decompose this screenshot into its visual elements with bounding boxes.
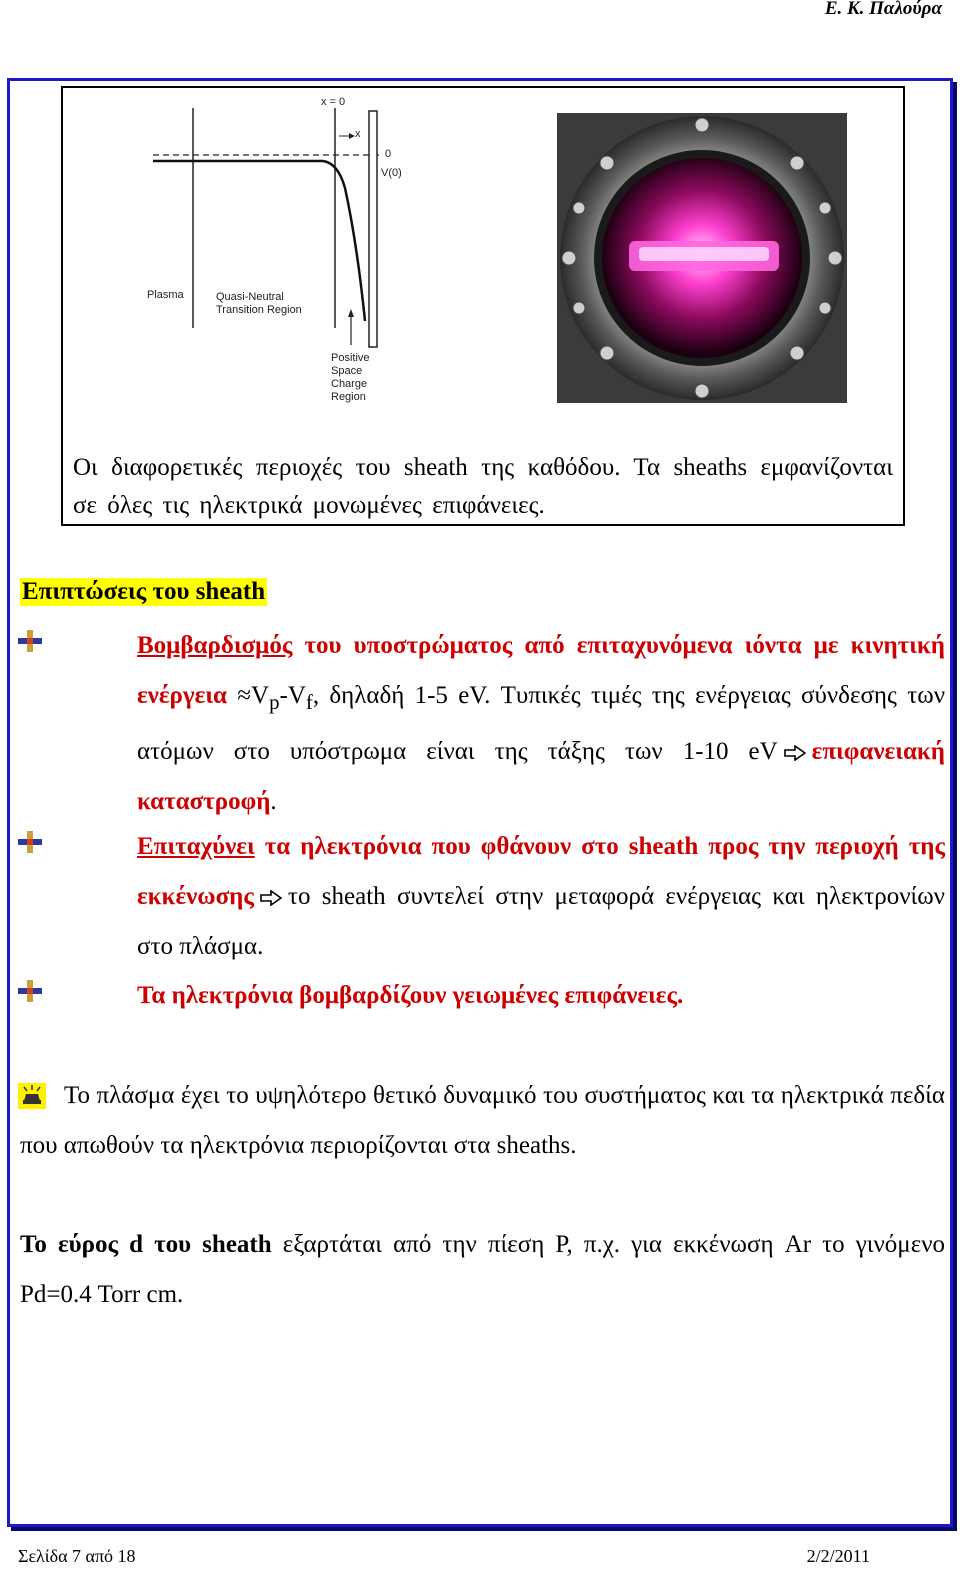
label-v0: V(0) (381, 167, 402, 179)
label-quasi-2: Transition Region (216, 304, 302, 316)
implies-arrow-icon (784, 745, 806, 761)
bullet-icon (18, 630, 42, 652)
label-pos-4: Region (331, 391, 366, 403)
plasma-chamber-photo (557, 113, 847, 403)
bullet-icon (18, 980, 42, 1002)
bullet1-red2: επιφανειακή καταστροφή (137, 738, 945, 815)
bullet-electron-acceleration (137, 822, 945, 972)
sheath-potential-diagram (133, 93, 473, 413)
page-frame (7, 78, 953, 1527)
label-quasi-1: Quasi-Neutral (216, 291, 284, 303)
bullet1-end: . (270, 788, 277, 815)
implies-arrow-icon (260, 890, 282, 906)
footer-page-number: Σελίδα 7 από 18 (18, 1546, 136, 1566)
bullet3-red: Τα ηλεκτρόνια βομβαρδίζουν γειωμένες επιφάνειες. (137, 982, 684, 1009)
label-plasma: Plasma (147, 289, 184, 301)
label-zero: 0 (385, 148, 392, 160)
bullet1-sub-p: p (269, 690, 280, 714)
bullet2-underlined: Επιταχύνει (137, 833, 255, 860)
bullet1-sub-f: f (305, 690, 313, 714)
bullet2-rest: το sheath συντελεί στην μεταφορά ενέργειας και ηλεκτρονίων στο πλάσμα. (137, 883, 945, 960)
section-title: Επιπτώσεις του sheath (22, 578, 266, 605)
bullet1-dash: -V (279, 682, 306, 709)
bullet-grounded-surfaces (137, 971, 945, 1021)
plasma-potential-note: Το πλάσμα έχει το υψηλότερο θετικό δυναμικό του συστήματος και τα ηλεκτρικά πεδία που απωθούν τα ηλεκτρόνια περιορίζονται στα sheaths. (20, 1082, 945, 1159)
label-pos-1: Positive (331, 352, 370, 364)
label-pos-3: Charge (331, 378, 368, 390)
label-pos-2: Space (331, 365, 363, 377)
sheath-width-rest: εξαρτάται από την πίεση P, π.χ. για εκκένωση Ar το γινόμενο Pd=0.4 Torr cm. (20, 1231, 945, 1308)
sheath-width-bold: Το εύρος d του sheath (20, 1231, 272, 1258)
sheath-width-paragraph (20, 1220, 945, 1320)
figure-caption: Οι διαφορετικές περιοχές του sheath της καθόδου. Τα sheaths εμφανίζονται σε όλες τις ηλεκτρικά μονωμένες επιφάνειες. (73, 454, 893, 519)
bullet1-red: του υποστρώματος από επιταχυνόμενα ιόντα με κινητική ενέργεια (137, 632, 945, 709)
bullet1-rest: , δηλαδή 1-5 eV. Τυπικές τιμές της ενέργειας σύνδεσης των ατόμων στο υπόστρωμα είναι της τάξης των 1-10 eV (137, 682, 946, 765)
figure-box (61, 86, 905, 526)
bullet-ion-bombardment (137, 621, 945, 827)
bullet1-underlined: Βομβαρδισμός (137, 632, 293, 659)
label-x: x (355, 128, 361, 140)
bullet1-approx: ≈V (227, 682, 270, 709)
bullet-icon (18, 831, 42, 853)
bullet2-red: τα ηλεκτρόνια που φθάνουν στο sheath προς την περιοχή της εκκένωσης (137, 833, 945, 910)
header-author: Ε. Κ. Παλούρα (824, 0, 942, 19)
label-x0: x = 0 (321, 96, 346, 108)
footer-date: 2/2/2011 (806, 1546, 870, 1566)
